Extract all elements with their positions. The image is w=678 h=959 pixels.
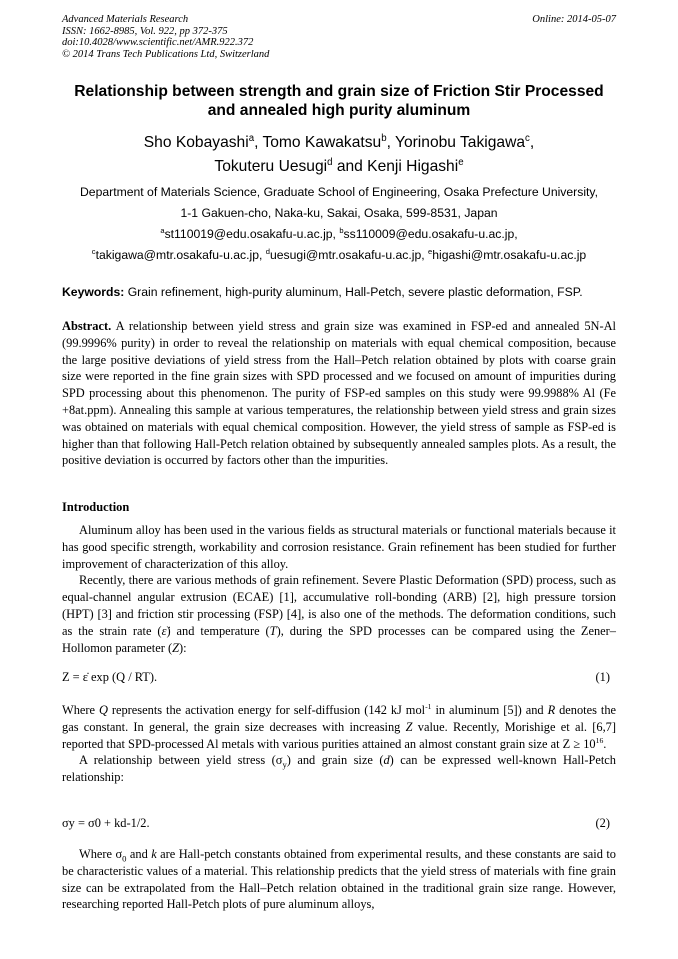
online-date: Online: 2014-05-07: [532, 14, 616, 25]
author-superscript: a: [160, 225, 165, 235]
author-name: Kenji Higashi: [367, 158, 459, 175]
abstract-label: Abstract.: [62, 319, 112, 333]
keywords-label: Keywords:: [62, 285, 125, 299]
doi-line: doi:10.4028/www.scientific.net/AMR.922.372: [62, 37, 254, 49]
email-line-1: [20, 224, 658, 245]
author-superscript: c: [91, 246, 96, 256]
introduction-body-final: [62, 846, 616, 913]
author-superscript: e: [428, 246, 433, 256]
email-address: uesugi@mtr.osakafu-u.ac.jp,: [270, 248, 425, 262]
journal-name: Advanced Materials Research: [62, 14, 189, 25]
email-line-2: [20, 245, 658, 266]
author-name: Tokuteru Uesugi: [214, 158, 328, 175]
issn-line: ISSN: 1662-8985, Vol. 922, pp 372-375: [62, 25, 228, 37]
author-name: Sho Kobayashi: [143, 134, 249, 151]
paper-title: [40, 82, 638, 120]
equation-2: [62, 816, 610, 831]
author-superscript: d: [265, 246, 270, 256]
paragraph: Where $\sigma_0$ and k are Hall-petch constants obtained from experimental results, and these constants are said to be characteristic values of a material. This relationship predicts that the yield stress of materials with fine grain size can be extrapolated from the Hall–Petch relation obtained in the traditional grain size range. However, researching reported Hall-Petch plots of pure aluminum alloys,: [62, 847, 616, 912]
abstract-text: A relationship between yield stress and grain size was examined in FSP-ed and annealed 5N-Al (99.9996% purity) in order to reveal the relationship on materials with equal chemical composition, because the large positive deviations of yield stress from the Hall–Petch relation obtained by plots with coarse grain size were reported in the fine grain sizes with SPD processed and we focused on amount of impurities during SPD processing about this phenomenon. The purity of FSP-ed samples on this study were 99.9988% Al (Fe +8at.ppm). Annealing this sample at various temperatures, the relationship between yield stress and grain sizes was obtained on materials with equal chemical composition. However, the yield stress of sample as FSP-ed is higher than that following Hall-Petch relation obtained by subsequently annealed samples plots. As a result, the positive deviation is occurred by factors other than the impurities.: [62, 319, 616, 468]
author-superscript: b: [381, 132, 387, 144]
affiliation-line-1: Department of Materials Science, Graduate School of Engineering, Osaka Prefecture University,: [80, 185, 598, 199]
author-list: Sho Kobayashi$^a$, Tomo Kawakatsu$^b$, Yorinobu Takigawa$^c$, Tokuteru Uesugi$^d$ and Kenji Higashi$^e$: [143, 132, 535, 175]
equation-number: (1): [595, 670, 610, 684]
email-address: ss110009@edu.osakafu-u.ac.jp,: [343, 227, 518, 241]
journal-header: [62, 14, 616, 60]
paragraph: Where Q represents the activation energy for self-diffusion (142 kJ mol$^{-1}$ in aluminum [5]) and R denotes the gas constant. In general, the grain size decreases with increasing Z value. Recently, Morishige et al. [6,7] reported that SPD-processed Al metals with various purities attained an almost constant grain size at $Z \ge 10^{16}$.: [62, 701, 617, 751]
author-superscript: a: [248, 132, 255, 144]
email-address: higashi@mtr.osakafu-u.ac.jp: [432, 248, 587, 262]
introduction-body: [62, 522, 616, 656]
keywords-text: Grain refinement, high-purity aluminum, Hall-Petch, severe plastic deformation, FSP.: [127, 285, 583, 299]
title-line-1: Relationship between strength and grain size of Friction Stir Processed: [74, 83, 604, 100]
affiliation-block: [20, 182, 658, 266]
author-superscript: e: [458, 156, 464, 168]
email-address: takigawa@mtr.osakafu-u.ac.jp,: [95, 248, 263, 262]
affiliation-line-2: 1-1 Gakuen-cho, Naka-ku, Sakai, Osaka, 599-8531, Japan: [180, 206, 498, 220]
equation-1: [62, 670, 610, 685]
author-name: Yorinobu Takigawa: [394, 134, 526, 151]
paragraph: A relationship between yield stress $(\sigma_y)$ and grain size (d) can be expressed well-known Hall-Petch relationship:: [62, 753, 616, 785]
author-superscript: b: [339, 225, 344, 235]
equation-text: σy = σ0 + kd-1/2.: [62, 816, 150, 830]
section-heading-introduction: Introduction: [62, 500, 130, 514]
abstract: [62, 318, 616, 469]
equation-number: (2): [595, 816, 610, 830]
keywords: [62, 284, 618, 300]
paragraph: Aluminum alloy has been used in the various fields as structural materials or functional materials because it has good specific strength, workability and corrosion resistance. Grain refinement has been studied for further improvement of characterization of this alloy.: [62, 523, 616, 571]
title-line-2: and annealed high purity aluminum: [207, 102, 471, 119]
paragraph: Recently, there are various methods of grain refinement. Severe Plastic Deformation (SPD) process, such as equal-channel angular extrusion (ECAE) [1], accumulative roll-bonding (ARB) [2], high pressure torsion (HPT) [3] and friction stir processing (FSP) [4], is also one of the methods. The deformation conditions, such as the strain rate (ε̇) and temperature (T), during the SPD processes can be compared using the Zener–Hollomon parameter (Z):: [62, 573, 616, 655]
introduction-body-continued: [62, 702, 616, 786]
copyright-line: © 2014 Trans Tech Publications Ltd, Switzerland: [62, 48, 270, 60]
author-superscript: c: [525, 132, 530, 144]
equation-text: Z = ε̇ exp (Q / RT).: [62, 670, 158, 684]
author-superscript: d: [327, 156, 333, 168]
author-name: Tomo Kawakatsu: [262, 134, 382, 151]
email-address: st110019@edu.osakafu-u.ac.jp,: [164, 227, 336, 241]
